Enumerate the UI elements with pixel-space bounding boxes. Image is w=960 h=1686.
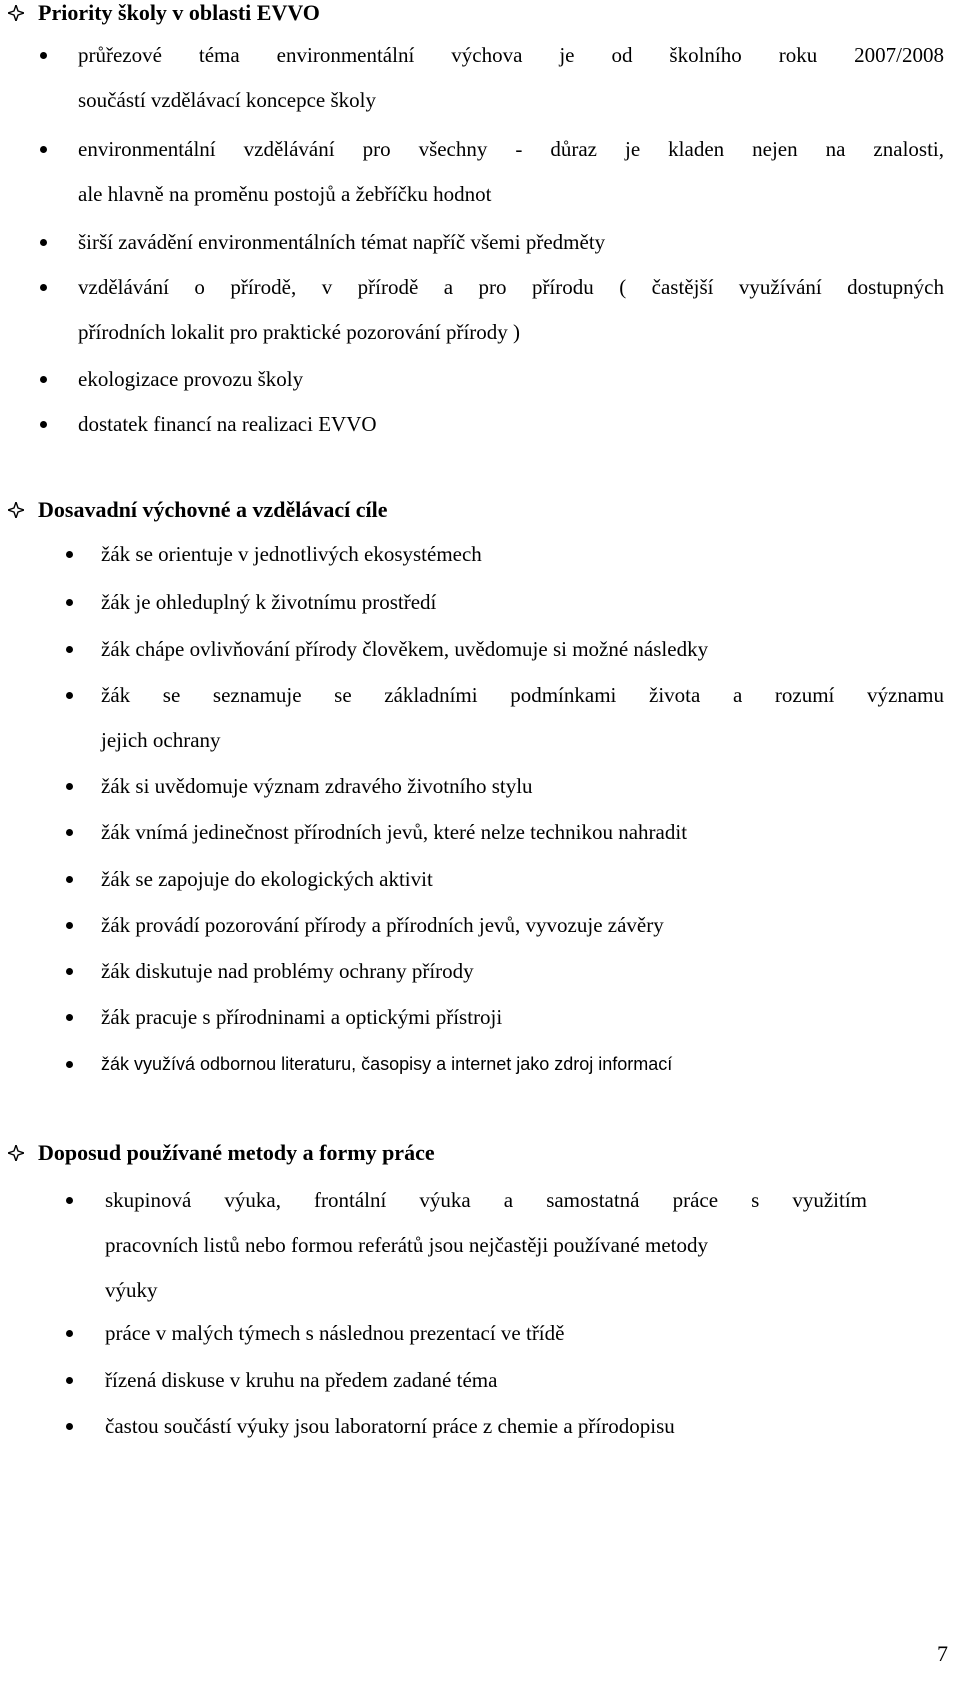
list-item: [78, 357, 944, 402]
list-item-line: vzdělávání o přírodě, v přírodě a pro přírodu ( častější využívání dostupných: [78, 275, 944, 299]
list-item: [101, 810, 944, 855]
round-bullet-icon: [40, 376, 47, 383]
list-item-line: žák se zapojuje do ekologických aktivit: [101, 867, 433, 891]
list-item: [101, 580, 944, 625]
list-item: [101, 1042, 944, 1087]
list-item-line: řízená diskuse v kruhu na předem zadané téma: [105, 1368, 498, 1392]
round-bullet-icon: [40, 421, 47, 428]
list-item: [105, 1311, 867, 1356]
round-bullet-icon: [40, 52, 47, 59]
round-bullet-icon: [40, 239, 47, 246]
round-bullet-icon: [66, 646, 73, 653]
list-item: [101, 857, 944, 902]
page-number: 7: [937, 1641, 948, 1666]
section-heading-methods: [8, 1139, 435, 1167]
list-item: [101, 995, 944, 1040]
list-item-line: práce v malých týmech s následnou prezentací ve třídě: [105, 1321, 565, 1345]
list-item-line: žák si uvědomuje význam zdravého životního stylu: [101, 774, 533, 798]
list-item: [101, 764, 944, 809]
list-item-line: pracovních listů nebo formou referátů jsou nejčastěji používané metody: [105, 1233, 708, 1257]
list-item: [101, 949, 944, 994]
list-item-line: žák diskutuje nad problémy ochrany přírody: [101, 959, 474, 983]
list-item-line: výuky: [105, 1278, 158, 1302]
list-item-line: žák je ohleduplný k životnímu prostředí: [101, 590, 437, 614]
list-item-line: přírodních lokalit pro praktické pozorování přírody ): [78, 320, 521, 344]
section-heading-priority: [8, 0, 320, 27]
list-item: [101, 532, 944, 577]
list-item: [78, 127, 944, 217]
round-bullet-icon: [66, 1330, 73, 1337]
round-bullet-icon: [66, 968, 73, 975]
round-bullet-icon: [66, 1197, 73, 1204]
list-item-line: součástí vzdělávací koncepce školy: [78, 88, 376, 112]
round-bullet-icon: [66, 829, 73, 836]
list-item: [105, 1404, 867, 1449]
list-item: [78, 33, 944, 123]
section-heading-goals: [8, 496, 388, 524]
round-bullet-icon: [66, 1377, 73, 1384]
list-item: [101, 627, 944, 672]
list-item-line: žák se seznamuje se základními podmínkami života a rozumí významu: [101, 683, 944, 707]
round-bullet-icon: [66, 783, 73, 790]
list-item-line: žák se orientuje v jednotlivých ekosystémech: [101, 542, 482, 566]
list-item-line: ale hlavně na proměnu postojů a žebříčku hodnot: [78, 182, 492, 206]
list-item: [78, 220, 944, 265]
list-item: [78, 265, 944, 355]
diamond-bullet-icon: [8, 1145, 24, 1161]
list-item-line: žák pracuje s přírodninami a optickými přístroji: [101, 1005, 503, 1029]
round-bullet-icon: [66, 551, 73, 558]
round-bullet-icon: [40, 146, 47, 153]
round-bullet-icon: [66, 1014, 73, 1021]
round-bullet-icon: [66, 599, 73, 606]
list-item: [105, 1358, 867, 1403]
list-item-line: ekologizace provozu školy: [78, 367, 304, 391]
list-item: [105, 1178, 867, 1313]
list-item-line: častou součástí výuky jsou laboratorní práce z chemie a přírodopisu: [105, 1414, 675, 1438]
round-bullet-icon: [40, 284, 47, 291]
list-item: [101, 673, 944, 763]
round-bullet-icon: [66, 876, 73, 883]
list-item-line: dostatek financí na realizaci EVVO: [78, 412, 377, 436]
round-bullet-icon: [66, 1061, 73, 1068]
list-item-line: žák provádí pozorování přírody a přírodních jevů, vyvozuje závěry: [101, 913, 664, 937]
list-item: [78, 402, 944, 447]
diamond-bullet-icon: [8, 502, 24, 518]
diamond-bullet-icon: [8, 5, 24, 21]
section-heading-text: Priority školy v oblasti EVVO: [38, 0, 320, 25]
section-heading-text: Dosavadní výchovné a vzdělávací cíle: [38, 497, 388, 522]
list-item-line: průřezové téma environmentální výchova je od školního roku 2007/2008: [78, 43, 944, 67]
list-item-line: skupinová výuka, frontální výuka a samostatná práce s využitím: [105, 1188, 867, 1212]
list-item-line: žák vnímá jedinečnost přírodních jevů, které nelze technikou nahradit: [101, 820, 688, 844]
list-item-line: širší zavádění environmentálních témat napříč všemi předměty: [78, 230, 606, 254]
round-bullet-icon: [66, 692, 73, 699]
list-item-line: environmentální vzdělávání pro všechny - důraz je kladen nejen na znalosti,: [78, 137, 944, 161]
list-item-line: žák využívá odbornou literaturu, časopisy a internet jako zdroj informací: [101, 1054, 673, 1074]
round-bullet-icon: [66, 1423, 73, 1430]
list-item: [101, 903, 944, 948]
list-item-line: žák chápe ovlivňování přírody člověkem, uvědomuje si možné následky: [101, 637, 709, 661]
section-heading-text: Doposud používané metody a formy práce: [38, 1140, 435, 1165]
round-bullet-icon: [66, 922, 73, 929]
list-item-line: jejich ochrany: [101, 728, 221, 752]
